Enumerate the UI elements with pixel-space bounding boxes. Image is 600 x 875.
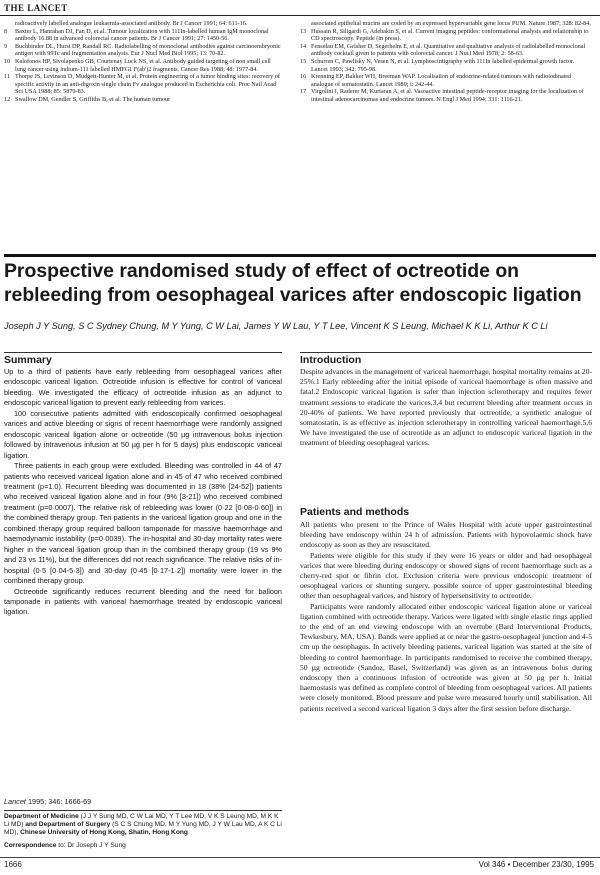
reference-number: 13 xyxy=(300,27,307,35)
reference-item xyxy=(300,43,592,58)
reference-number: 16 xyxy=(300,73,307,81)
reference-item xyxy=(4,96,282,104)
paragraph: All patients who present to the Prince of Wales Hospital with acute upper gastrointestinal bleeding have endoscopy within 24 h of admission. Patients with hypovolaemic shock have endoscopy as soon as they are resuscitated. xyxy=(300,520,592,550)
journal-name: THE LANCET xyxy=(4,3,68,13)
introduction-body xyxy=(300,367,592,449)
reference-item xyxy=(4,73,282,96)
affiliation-text: (J J Y Sung MD, C W Lai MD, Y T Lee MD, V K S Leung MD, M K K Li MD) xyxy=(4,813,279,829)
reference-number: 8 xyxy=(4,27,8,35)
reference-text: Swallow DM, Gendler S, Griffiths B, et al. The human tumour xyxy=(15,95,171,103)
affiliations xyxy=(4,813,282,850)
introduction-heading: Introduction xyxy=(300,354,362,366)
reference-number: 11 xyxy=(4,73,10,81)
affiliation-department: Department of Medicine xyxy=(4,813,79,820)
reference-item xyxy=(300,58,592,73)
introduction-rule xyxy=(300,352,592,353)
citation xyxy=(4,797,91,806)
references-left xyxy=(4,20,282,104)
affiliation-lines xyxy=(4,813,282,838)
reference-number: 12 xyxy=(4,95,11,103)
references-right xyxy=(300,20,592,104)
affiliation-department: and Department of Surgery xyxy=(25,821,111,829)
paragraph: Participants were randomly allocated either endoscopic variceal ligation alone or variceal ligation combined with octreotide therapy. Varices were ligated with single elastic rings applied to the end of an end viewing endoscope with an overtube (Bard Interventional Products, Tewkesbury, MA, USA). Bands were applied at or near the gastro-oesophageal junction and 4-5 cm up the oesophagus. In actively bleeding patients, variceal ligation was started at the site of bleeding to control haemorrhage. In participants randomised to receive the combined therapy, 50 µg octreotide (Sandoz, Basel, Switzerland) was given as an intravenous bolus during endoscopy then a continuous infusion of octreotide was given at 50 µg per h. Initial haemostasis was defined as complete control of bleeding from oesophageal varices. All patients were closely monitored. Blood pressure and pulse were measured hourly until stabilisation. All patients received a second variceal ligation 3 days after the first session before discharge. xyxy=(300,601,592,713)
reference-item xyxy=(4,20,282,28)
paragraph: Up to a third of patients have early rebleeding from oesophageal varices after endoscopic variceal ligation. Octreotide infusion is effective for control of variceal bleeding. We investigated the efficacy of octreotide infusion as an adjunct to endoscopic variceal ligation to prevent early rebleeding from varices. xyxy=(4,367,282,408)
reference-number: 15 xyxy=(300,57,307,65)
page-number: 1666 xyxy=(4,860,22,869)
reference-text: Schurren C, Pawlisky N, Vesen N, et al. Lymphoscintigraphy with 111In labelled epidermal growth factor. Lancet 1993; 342: 795-98. xyxy=(311,57,575,73)
summary-body xyxy=(4,367,282,618)
paragraph: Despite advances in the management of variceal haemorrhage, hospital mortality remains at 20-25%.1 Early rebleeding after the initial episode of variceal haemorrhage is often massive and fatal.2 Endoscopic variceal ligation is safer than injection sclerotherapy and requires fewer treatment sessions to eradicate the varices,3,4 but recurrent bleeding after treatment occurs in 20-40% of patients. We have reported previously that octreotide, a synthetic analogue of somatostatin, is as effective as injection sclerotherapy in controlling variceal haemorrhage.5,6 We have investigated the use of octreotide as an adjunct to endoscopic variceal ligation in the treatment of bleeding oesophageal varices. xyxy=(300,367,592,448)
reference-item xyxy=(300,20,592,28)
reference-text: Krenning EP, Bakker WH, Breeman WAP. Localisation of endocrine-related tumours with radioiodinated analogue of somatostatin. Lancet 1989; i: 242-44. xyxy=(311,73,572,88)
reference-item xyxy=(300,73,592,88)
reference-text: Virgolini I, Raderer M, Kurtaran A, et al. Vasoactive intestinal peptide-receptor imaging for the localization of intestinal adenocarcinomas and endocrine tumors. N Engl J Med 1994; 331: 1116-21. xyxy=(311,88,584,103)
correspondence-label: Correspondence xyxy=(4,841,57,849)
reference-text: Fenselau EM, Gelsher D, Segerhelm E, et al. Quantitative and qualitative analysis of radiolabelled monoclonal antibody cocktail given to patients with colorectal cancer. J Nucl Med 1978; 2: 58-63. xyxy=(311,42,586,58)
reference-number: 14 xyxy=(300,42,307,50)
title-rule xyxy=(4,254,596,257)
correspondence xyxy=(4,842,282,850)
affiliation-rule xyxy=(4,810,282,811)
reference-number: 9 xyxy=(4,42,8,50)
reference-item xyxy=(4,58,282,73)
reference-item xyxy=(300,88,592,103)
paragraph: Octreotide significantly reduces recurrent bleeding and the need for balloon tamponade in patients with variceal haemorrhage treated by endoscopic variceal ligation. xyxy=(4,586,282,617)
reference-text: radioactively labelled analogue leukaemia-associated antibody. Br J Cancer 1991; 64: 611-16. xyxy=(15,20,248,27)
summary-rule xyxy=(4,352,282,353)
methods-body xyxy=(300,520,592,714)
header-rule xyxy=(0,15,600,16)
reference-item xyxy=(300,28,592,43)
methods-heading: Patients and methods xyxy=(300,506,410,518)
reference-item xyxy=(4,43,282,58)
correspondence-text: to: Dr Joseph J Y Sung xyxy=(56,841,126,849)
reference-number: 10 xyxy=(4,57,11,65)
citation-journal: Lancet xyxy=(4,797,26,806)
reference-item xyxy=(4,28,282,43)
author-list: Joseph J Y Sung, S C Sydney Chung, M Y Yung, C W Lai, James Y W Lau, Y T Lee, Vincent K S Leung, Michael K K Li, Arthur K C Li xyxy=(4,321,548,331)
paragraph: Three patients in each group were excluded. Bleeding was controlled in 44 of 47 patients who received variceal ligation alone and in 45 of 47 who received combined treatment (p=1.0). Recurrent bleeding was documented in 18 (38% [24-52]) patients who received variceal ligation alone and in four (9% [3-21]) who received combined treatment (p=0·0007). The relative risk of rebleeding was lower (0·22 [0·08-0·60]) in the combined therapy group. Ten patients in the variceal ligation group and one in the combined therapy group required balloon tamponade for massive haemorrhage and haemodynamic instability (p=0·0039). The in-hospital and 30-day mortality rates were higher in the variceal ligation group than in the combined therapy group (19 vs 9% and 23 vs 11%), but the differences did not reach significance. The relative risks of in-hospital (0·5 [0·04-5·3]) and 30-day (0·45 [0·17-1·2]) mortality were lower in the combined therapy group. xyxy=(4,461,282,586)
reference-text: Buchbinder DL, Hurst DP, Randall RC. Radiolabelling of monoclonal antibodies against carcinoembryonic antigen with 99Tc and fragmentation analysis. Eur J Nucl Med Biol 1995; 13: 70-82. xyxy=(15,42,281,58)
affiliation-text: (S C S Chung MD, M Y Yung MD, J Y W Lau MD, A K C Li MD), xyxy=(4,821,282,837)
reference-text: associated epithelial mucins are coded by an expressed hypervariable gene locus PUM. Nature 1987; 328: 82-84. xyxy=(311,20,591,27)
footer-rule xyxy=(0,857,600,858)
reference-text: Kalofonos HP, Sivolapenko GB, Courtenay Luck NS, et al. Antibody guided targeting of non small cell lung cancer using indium-111 labelled HMFG1 F(ab')2 fragments. Cancer Res 1988; 48: 1977-84. xyxy=(15,57,271,73)
reference-number: 17 xyxy=(300,88,307,96)
issue-info: Vol 346 • December 23/30, 1995 xyxy=(478,860,594,869)
citation-details: 1995; 346: 1666-69 xyxy=(25,797,92,806)
reference-text: Hussain R, Siligardi G, Adebakin S, et al. Current imaging peptides: conformational analysis and relationship to CD spectroscopy. Peptide (in press). xyxy=(311,27,589,43)
summary-heading: Summary xyxy=(4,354,52,366)
affiliation-department: Chinese University of Hong Kong, Shatin, Hong Kong xyxy=(20,829,188,837)
reference-text: Thorpe JS, Levinson D, Mudgett-Hunter M, et al. Protein engineering of a tumor binding sites: recovery of specific activity in an anti-digoxin single chain Fv analogue produced in Escherichia coli. Proc Natl Acad Sci USA 1988; 85: 5879-83. xyxy=(15,73,280,96)
paragraph: 100 consecutive patients admitted with endoscopically confirmed oesophageal varices and active bleeding or signs of recent haemorrhage were randomly assigned endoscopic variceal ligation alone or octreotide (50 µg intravenous bolus injection followed by intravenous infusion at 50 µg per h for 5 days) plus endoscopic variceal ligation. xyxy=(4,408,282,460)
reference-text: Baxter L, Hanrahan DJ, Fan D, et al. Tumour localization with 111In-labelled human IgM monoclonal antibody 16.88 in advanced colorectal cancer patients. Br J Cancer 1991; 27: 1450-56. xyxy=(15,27,269,43)
paragraph: Patients were eligible for this study if they were 16 years or older and had oesophageal varices that were bleeding during endoscopy or showed signs of recent haemorrhage such as a cherry-red spot or fibrin clot. Exclusion criteria were previous endoscopic treatment of oesophageal varices or shunting surgery, possible source of upper gastrointestinal bleeding other than oesophageal varices, and history of hypersensitivity to octreotide. xyxy=(300,550,592,601)
article-title: Prospective randomised study of effect of octreotide on rebleeding from oesophageal varices after endoscopic ligation xyxy=(4,260,582,306)
